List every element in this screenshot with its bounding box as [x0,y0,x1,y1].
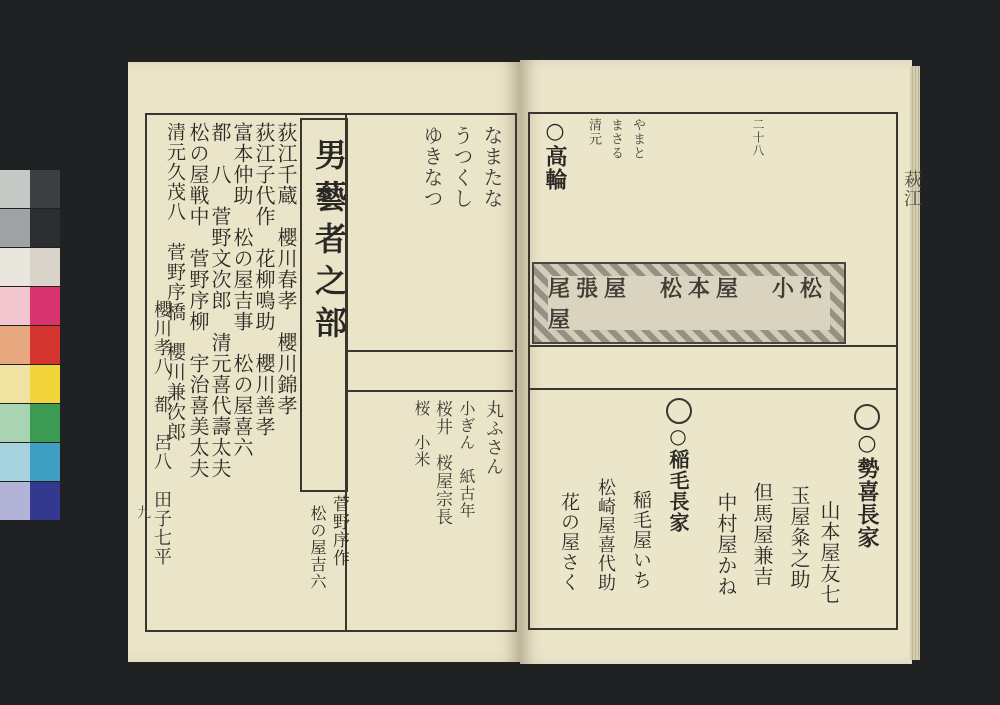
calibration-swatch [30,209,60,247]
circle-marker-1 [854,404,880,430]
right-header-col-2: まさる [608,118,623,160]
section1-col-4: 中村屋かね [714,492,738,597]
calibration-swatch [0,326,30,364]
cursive-lower-1: 丸ふさん [483,400,504,476]
cursive-lower-2: 小ぎん 紙古年 [457,400,476,519]
cursive-col-1: なまたな [480,125,504,209]
cursive-lower-4: 桜井 桜屋宗長 [432,400,452,526]
fore-edge-mark: 萩江 [901,170,922,208]
color-calibration-strip [0,170,60,522]
calibration-swatch [30,248,60,286]
left-column-3: 富本仲助 松の屋吉事 松の屋喜六 [230,122,254,458]
section1-title: ○勢喜長家 [854,430,880,549]
vertical-banner-text: ○高輪 [542,118,568,191]
margin-mark: 九 [135,505,151,520]
right-top-marks: 二十八 [751,118,765,157]
section2-title: ○稲毛長家 [666,424,690,533]
page-edge [910,66,920,660]
left-frame-hline2 [345,350,513,352]
cursive-col-3: ゆきなつ [420,125,444,209]
section2-col-3: 花の屋さく [558,492,580,592]
right-header-col-3: 清元 [586,118,601,146]
cursive-lower-3: 桜 小米 [412,400,431,468]
right-frame-hline [528,388,896,390]
calibration-swatch [0,365,30,403]
calibration-swatch [30,404,60,442]
calibration-swatch [30,326,60,364]
left-column-2: 荻江子代作 花柳鳴助 櫻川善孝 [252,122,276,437]
calibration-swatch [0,287,30,325]
cursive-col-2: うつくし [450,125,474,209]
calibration-swatch [30,443,60,481]
left-column-4: 都 八 菅野文次郎 清元喜代壽太夫 [208,122,232,479]
section1-col-1: 山本屋友七 [817,500,841,605]
section2-col-2: 松崎屋喜代助 [595,478,616,592]
left-small-column: 菅野序作 [329,495,349,567]
decorative-banner [532,262,846,344]
calibration-swatch [30,482,60,520]
banner-label: 尾張屋 松本屋 小松屋 [548,276,829,333]
right-frame-hline2 [528,345,896,347]
left-small-column-2: 松の屋吉六 [308,505,327,590]
calibration-swatch [0,482,30,520]
calibration-swatch [0,443,30,481]
circle-marker-2 [666,398,692,424]
left-column-6: 清元久茂八 菅野序橋 櫻川兼次郎 [164,122,186,442]
calibration-swatch [0,170,30,208]
calibration-swatch [0,404,30,442]
section2-col-1: 稲毛屋いち [630,490,652,590]
calibration-swatch [0,248,30,286]
section1-col-2: 玉屋粂之助 [787,485,811,590]
right-header-col-1: やまと [630,118,645,160]
page-title: 男藝者之部 [310,138,348,348]
calibration-swatch [30,365,60,403]
calibration-swatch [30,170,60,208]
left-column-7: 櫻川孝八 都 呂八 田子七平 [151,300,172,566]
left-column-1: 荻江千蔵 櫻川春孝 櫻川錦孝 [274,122,298,416]
left-frame-hline [345,390,513,392]
calibration-swatch [30,287,60,325]
section1-col-3: 但馬屋兼吉 [750,482,774,587]
left-column-5: 松の屋戦中 菅野序柳 宇治喜美太夫 [186,122,210,479]
calibration-swatch [0,209,30,247]
